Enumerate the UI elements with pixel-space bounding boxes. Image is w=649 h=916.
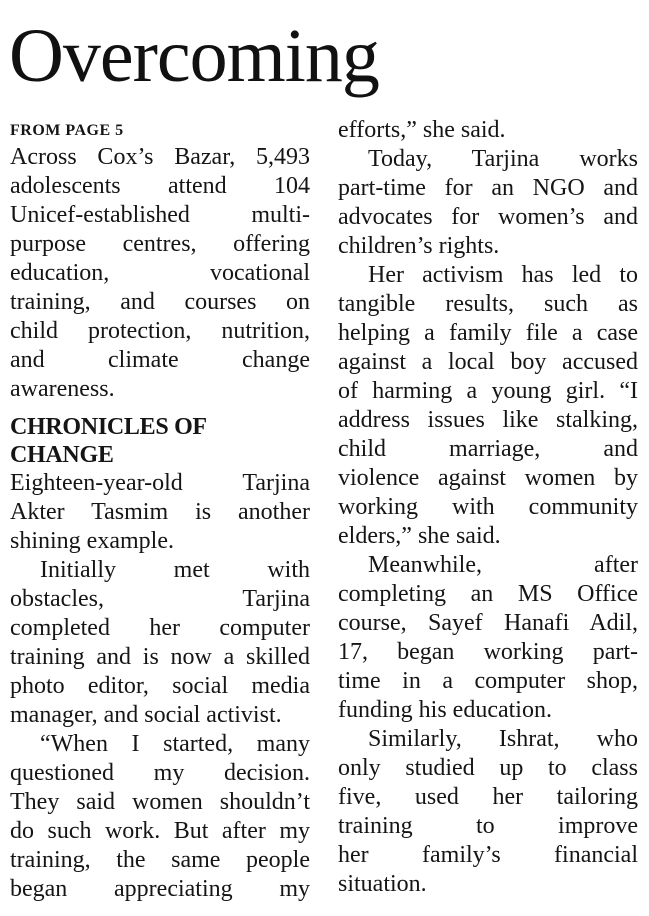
text-line: advocates for women’s and [338,204,638,230]
text-line: training, the same people [10,847,310,873]
text-line: Today, Tarjina works [368,146,638,172]
text-line: situation. [338,871,427,897]
text-line: training, and courses on [10,289,310,315]
text-line: education, vocational [10,260,310,286]
text-line: manager, and social activist. [10,702,282,728]
text-line: Akter Tasmim is another [10,499,310,525]
text-line: They said women shouldn’t [10,789,310,815]
text-line: training to improve [338,813,638,839]
continued-from-kicker: FROM PAGE 5 [10,122,124,139]
article-column-right [338,116,638,899]
text-line: children’s rights. [338,233,500,259]
text-line: efforts,” she said. [338,117,506,143]
text-line: completed her computer [10,615,310,641]
paragraph-tarjina-obstacles [10,556,310,730]
text-line: working with community [338,494,638,520]
paragraph-activism [338,261,638,551]
text-line: questioned my decision. [10,760,310,786]
paragraph-ishrat [338,725,638,899]
text-line: began appreciating my [10,876,310,902]
text-line: Eighteen-year-old Tarjina [10,470,310,496]
text-line: elders,” she said. [338,523,501,549]
text-line: awareness. [10,376,115,402]
paragraph-tarjina-intro [10,469,310,556]
text-line: Meanwhile, after [368,552,638,578]
text-line: her family’s financial [338,842,638,868]
text-line: purpose centres, offering [10,231,310,257]
text-line: training and is now a skilled [10,644,310,670]
subhead-line: CHANGE [10,442,114,468]
text-line: Similarly, Ishrat, who [368,726,638,752]
text-line: adolescents attend 104 [10,173,310,199]
text-line: and climate change [10,347,310,373]
text-line: against a local boy accused [338,349,638,375]
subhead-line: CHRONICLES OF [10,414,207,440]
text-line: 17, began working part- [338,639,638,665]
text-line: five, used her tailoring [338,784,638,810]
text-line: only studied up to class [338,755,638,781]
text-line: shining example. [10,528,174,554]
text-line: Across Cox’s Bazar, 5,493 [10,144,310,170]
headline: Overcoming [9,14,379,98]
text-line: course, Sayef Hanafi Adil, [338,610,638,636]
text-line: address issues like stalking, [338,407,638,433]
text-line: completing an MS Office [338,581,638,607]
article-column-left [10,116,310,904]
text-line: Unicef-established multi- [10,202,310,228]
text-line: obstacles, Tarjina [10,586,310,612]
text-line: time in a computer shop, [338,668,638,694]
text-line: do such work. But after my [10,818,310,844]
text-line: helping a family file a case [338,320,638,346]
text-line: Initially met with [40,557,310,583]
text-line: “When I started, many [40,731,310,757]
text-line: violence against women by [338,465,638,491]
text-line: child marriage, and [338,436,638,462]
text-line: of harming a young girl. “I [338,378,638,404]
text-line: child protection, nutrition, [10,318,310,344]
paragraph-tarjina-quote [10,730,310,904]
paragraph-cox-bazar [10,143,310,404]
paragraph-quote-end [338,116,638,145]
text-line: funding his education. [338,697,552,723]
text-line: Her activism has led to [368,262,638,288]
paragraph-sayef [338,551,638,725]
section-subhead [10,413,310,469]
text-line: part-time for an NGO and [338,175,638,201]
text-line: tangible results, such as [338,291,638,317]
paragraph-today [338,145,638,261]
text-line: photo editor, social media [10,673,310,699]
